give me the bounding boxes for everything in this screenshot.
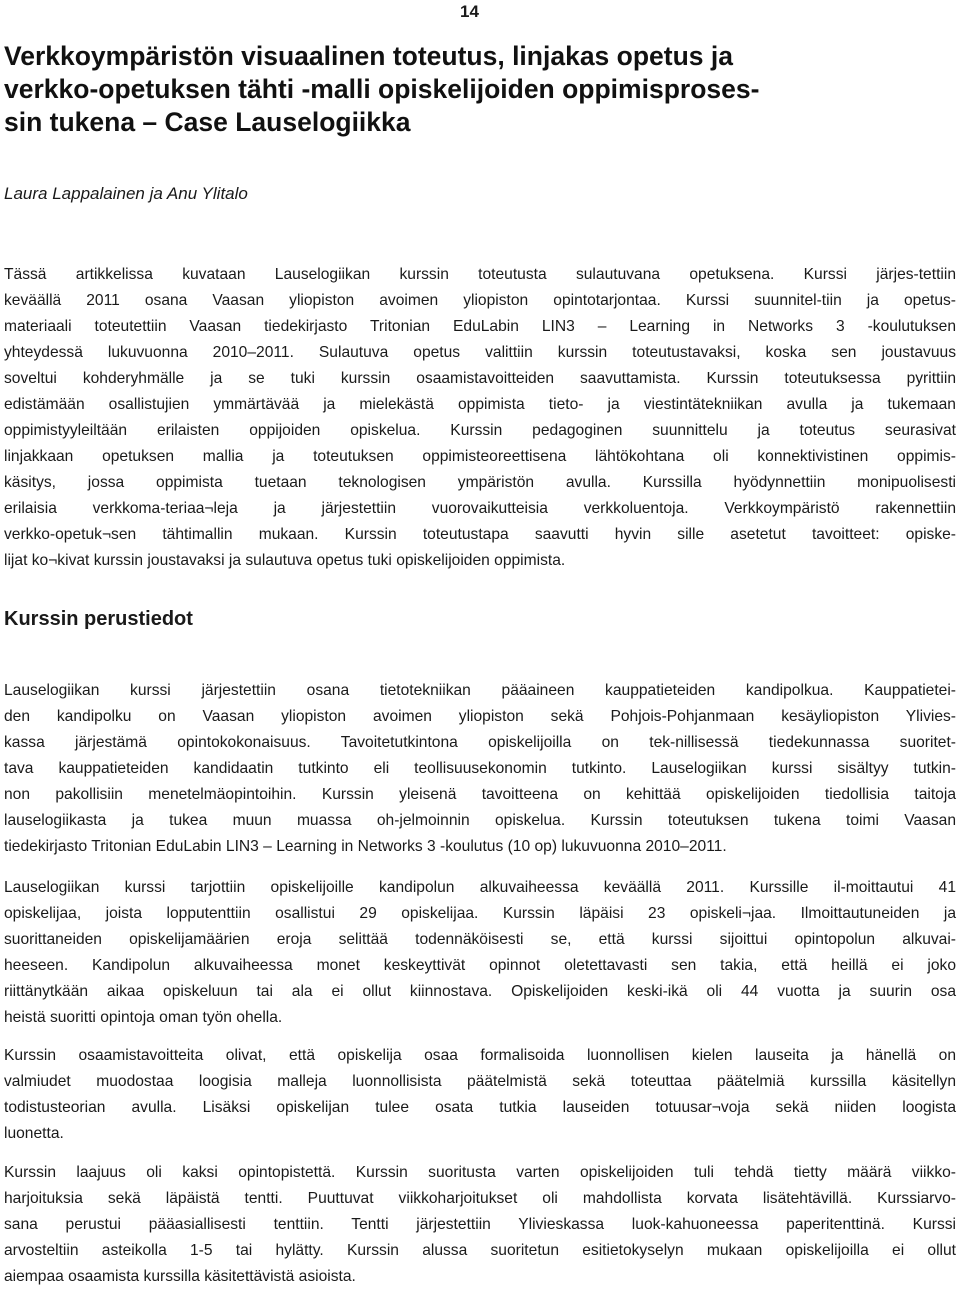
text-line: edistämään osallistujien ymmärtävää ja mielekästä oppimista tieto- ja viestintätekniikan avulla ja tukemaan: [4, 396, 956, 413]
article-title: [4, 40, 954, 139]
text-line: arvosteltiin asteikolla 1-5 tai hylätty. Kurssin alussa suoritetun esitietokyselyn mukaan opiskelijoilla ei ollut: [4, 1242, 956, 1259]
text-line: lauselogiikasta ja tukea muun muassa oh-jelmoinnin opiskelua. Kurssin toteutuksen tukena toimi Vaasan: [4, 812, 956, 829]
text-line: linjakkaan opetuksen mallia ja toteutuksen oppimisteoreettisena lähtökohtana oli konnektivistinen oppimis-: [4, 448, 956, 465]
text-line: lijat ko¬kivat kurssin joustavaksi ja sulautuva opetus tuki opiskelijoiden oppimista.: [4, 552, 566, 569]
text-line: yhteydessä lukuvuonna 2010–2011. Sulautuva opetus valittiin kurssin toteutustavaksi, koska sen joustavuus: [4, 344, 956, 361]
text-line: todistusteorian avulla. Lisäksi opiskelijan tulee osata tutkia lauseiden totuusar¬voja sekä niiden loogista: [4, 1099, 956, 1116]
text-line: suorittaneiden opiskelijamäärien eroja selittää todennäköisesti se, että kurssi sijoittui opintopolun alkuvai-: [4, 931, 956, 948]
title-line: Verkkoympäristön visuaalinen toteutus, linjakas opetus ja: [4, 41, 733, 71]
text-line: heeseen. Kandipolun alkuvaiheessa monet keskeyttivät opinnot oletettavasti sen takia, että heillä ei joko: [4, 957, 956, 974]
text-line: Lauselogiikan kurssi järjestettiin osana tietotekniikan pääaineen kauppatieteiden kandipolkua. Kauppatietei-: [4, 682, 956, 699]
body-paragraph: [4, 1160, 956, 1290]
text-line: sana perustui pääasiallisesti tenttiin. Tentti järjestettiin Ylivieskassa luok-kahuoneessa paperitenttinä. Kurssi: [4, 1216, 956, 1233]
authors: Laura Lappalainen ja Anu Ylitalo: [4, 184, 248, 203]
body-paragraph: [4, 1043, 956, 1147]
text-line: harjoituksia sekä läpäistä tentti. Puuttuvat viikkoharjoitukset oli mahdollista korvata lisätehtävillä. Kurssiarvo-: [4, 1190, 956, 1207]
body-paragraph: [4, 678, 956, 860]
text-line: luonetta.: [4, 1125, 64, 1142]
text-line: soveltui kohderyhmälle ja se tuki kurssin osaamistavoitteiden saavuttamista. Kurssin toteutuksessa pyrittiin: [4, 370, 956, 387]
text-line: opiskelijaa, joista lopputenttiin osallistui 29 opiskelijaa. Kurssin läpäisi 23 opiskeli¬jaa. Ilmoittautuneiden ja: [4, 905, 956, 922]
text-line: heistä suoritti opintoja oman työn ohella.: [4, 1009, 283, 1026]
text-line: tiedekirjasto Tritonian EduLabin LIN3 – Learning in Networks 3 -koulutus (10 op) lukuvuonna 2010–2011.: [4, 838, 727, 855]
text-line: riittänytkään aikaa opiskeluun tai ala ei ollut kiinnostava. Opiskelijoiden keski-ikä oli 44 vuotta ja suurin osa: [4, 983, 956, 1000]
text-line: Kurssin laajuus oli kaksi opintopistettä. Kurssin suoritusta varten opiskelijoiden tuli tehdä tietty määrä viikko-: [4, 1164, 956, 1181]
text-line: aiempaa osaamista kurssilla käsitettävistä asioista.: [4, 1268, 356, 1285]
text-line: materiaali toteutettiin Vaasan tiedekirjasto Tritonian EduLabin LIN3 – Learning in Networks 3 -koulutuksen: [4, 318, 956, 335]
text-line: kassa järjestämä opintokokonaisuus. Tavoitetutkintona opiskelijoilla on tek-nillisessä tiedekunnassa suoritet-: [4, 734, 956, 751]
text-line: Tässä artikkelissa kuvataan Lauselogiikan kurssin toteutusta sulautuvana opetuksena. Kurssi järjes-tettiin: [4, 266, 956, 283]
text-line: valmiudet muodostaa loogisia malleja luonnollisista päätelmistä sekä toteuttaa päätelmiä kurssilla käsitellyn: [4, 1073, 956, 1090]
body-paragraph: [4, 875, 956, 1031]
title-line: sin tukena – Case Lauselogiikka: [4, 107, 411, 137]
text-line: Kurssin osaamistavoitteita olivat, että opiskelija osaa formalisoida luonnollisen kielen lauseita ja hänellä on: [4, 1047, 956, 1064]
text-line: käsitys, jossa oppimista tuetaan teknologisen ympäristön avulla. Kurssilla hyödynnettiin monipuolisesti: [4, 474, 956, 491]
page-number: 14: [460, 2, 479, 21]
text-line: Lauselogiikan kurssi tarjottiin opiskelijoille kandipolun alkuvaiheessa keväällä 2011. Kurssille il-moittautui 41: [4, 879, 956, 896]
text-line: tava kauppatieteiden kandidaatin tutkinto eli teollisuusekonomin tutkinto. Lauselogiikan kurssi sisältyy tutkin-: [4, 760, 956, 777]
abstract-paragraph: [4, 262, 956, 574]
text-line: verkko-opetuk¬sen tähtimallin mukaan. Kurssin toteutustapa saavutti hyvin sille asetetut tavoitteet: opiske-: [4, 526, 956, 543]
text-line: keväällä 2011 osana Vaasan yliopiston avoimen yliopiston opintotarjontaa. Kurssi suunnitel-tiin ja opetus-: [4, 292, 956, 309]
text-line: non pakollisiin menetelmäopintoihin. Kurssin yleisenä tavoitteena on kehittää opiskelijoiden tiedollisia taitoja: [4, 786, 956, 803]
section-heading: Kurssin perustiedot: [4, 608, 193, 630]
text-line: den kandipolku on Vaasan yliopiston avoimen yliopiston sekä Pohjois-Pohjanmaan kesäyliopiston Ylivies-: [4, 708, 956, 725]
text-line: erilaisia verkkoma-teriaa¬leja ja järjestettiin vuorovaikutteisia verkkoluentoja. Verkkoympäristö rakennettiin: [4, 500, 956, 517]
text-line: oppimistyyleiltään erilaisten oppijoiden opiskelua. Kurssin pedagoginen suunnittelu ja toteutus seurasivat: [4, 422, 956, 439]
title-line: verkko-opetuksen tähti -malli opiskelijoiden oppimisproses-: [4, 74, 760, 104]
